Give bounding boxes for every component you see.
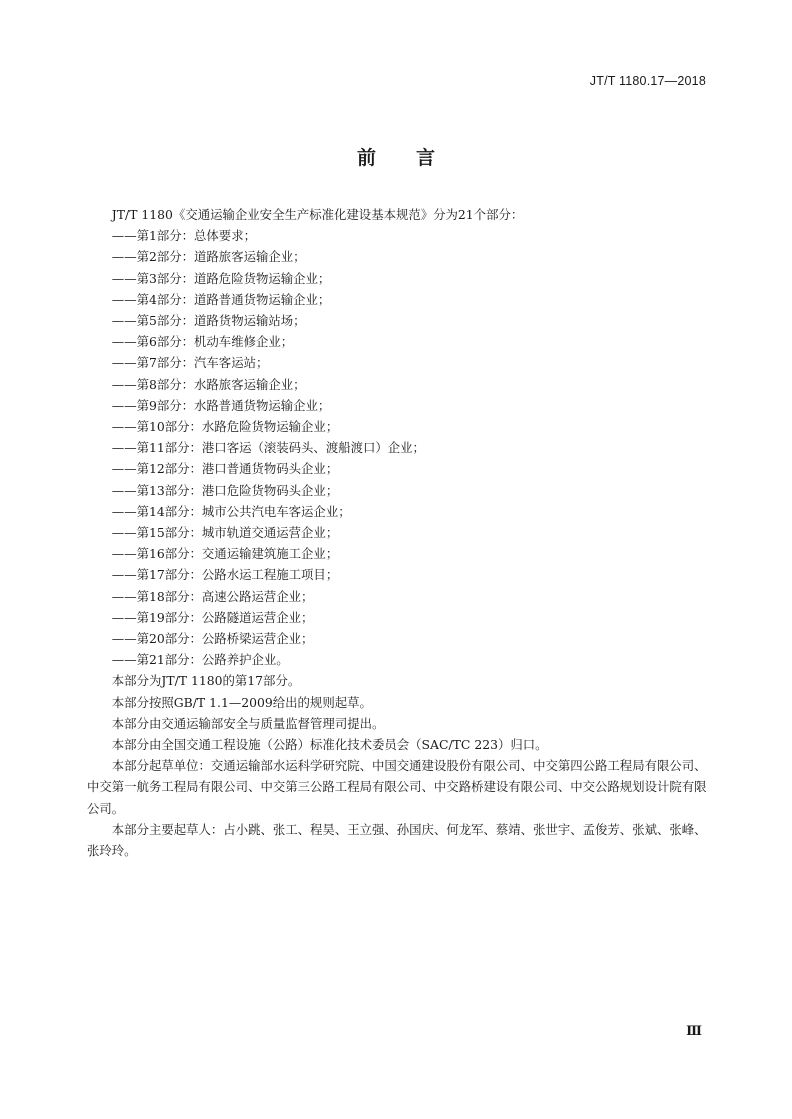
list-item: ——第6部分：机动车维修企业； xyxy=(111,334,294,350)
list-item: ——第14部分：城市公共汽电车客运企业； xyxy=(111,503,351,519)
proposed-by-paragraph: 本部分由交通运输部安全与质量监督管理司提出。 xyxy=(111,715,385,731)
list-item: ——第20部分：公路桥梁运营企业； xyxy=(111,631,314,647)
drafters-paragraph: 本部分主要起草人：占小跳、张工、程昊、王立强、孙国庆、何龙军、蔡靖、张世宇、孟俊芳、张斌、张峰、张玲玲。 xyxy=(87,821,707,859)
list-item: ——第2部分：道路旅客运输企业； xyxy=(111,249,306,265)
parts-list xyxy=(87,225,707,670)
list-item: ——第8部分：水路旅客运输企业； xyxy=(111,376,306,392)
standard-code: JT/T 1180.17—2018 xyxy=(589,74,706,88)
page-title: 前言 xyxy=(356,147,475,169)
list-item: ——第10部分：水路危险货物运输企业； xyxy=(111,419,339,435)
drafting-units-paragraph: 本部分起草单位：交通运输部水运科学研究院、中国交通建设股份有限公司、中交第四公路工程局有限公司、中交第一航务工程局有限公司、中交第三公路工程局有限公司、中交路桥建设有限公司、中交公路规划设计院有限公司。 xyxy=(87,758,707,816)
list-item: ——第9部分：水路普通货物运输企业； xyxy=(111,397,331,413)
list-item: ——第3部分：道路危险货物运输企业； xyxy=(111,270,331,286)
list-item: ——第21部分：公路养护企业。 xyxy=(111,652,289,668)
list-item: ——第16部分：交通运输建筑施工企业； xyxy=(111,546,339,562)
list-item: ——第4部分：道路普通货物运输企业； xyxy=(111,291,331,307)
list-item: ——第19部分：公路隧道运营企业； xyxy=(111,609,314,625)
list-item: ——第1部分：总体要求； xyxy=(111,228,256,244)
list-item: ——第15部分：城市轨道交通运营企业； xyxy=(111,525,339,541)
intro-paragraph: JT/T 1180《交通运输企业安全生产标准化建设基本规范》分为21个部分： xyxy=(111,207,524,222)
list-item: ——第18部分：高速公路运营企业； xyxy=(111,588,314,604)
page-number: Ⅲ xyxy=(686,1024,702,1039)
document-body xyxy=(87,204,707,861)
list-item: ——第13部分：港口危险货物码头企业； xyxy=(111,482,339,498)
list-item: ——第7部分：汽车客运站； xyxy=(111,355,269,371)
drafting-rules-paragraph: 本部分按照GB/T 1.1—2009给出的规则起草。 xyxy=(111,694,372,710)
list-item: ——第12部分：港口普通货物码头企业； xyxy=(111,461,339,477)
list-item: ——第17部分：公路水运工程施工项目； xyxy=(111,567,339,583)
list-item: ——第5部分：道路货物运输站场； xyxy=(111,313,306,329)
managed-by-paragraph: 本部分由全国交通工程设施（公路）标准化技术委员会（SAC/TC 223）归口。 xyxy=(111,737,548,753)
part-of-paragraph: 本部分为JT/T 1180的第17部分。 xyxy=(111,673,301,689)
list-item: ——第11部分：港口客运（滚装码头、渡船渡口）企业； xyxy=(111,440,425,456)
